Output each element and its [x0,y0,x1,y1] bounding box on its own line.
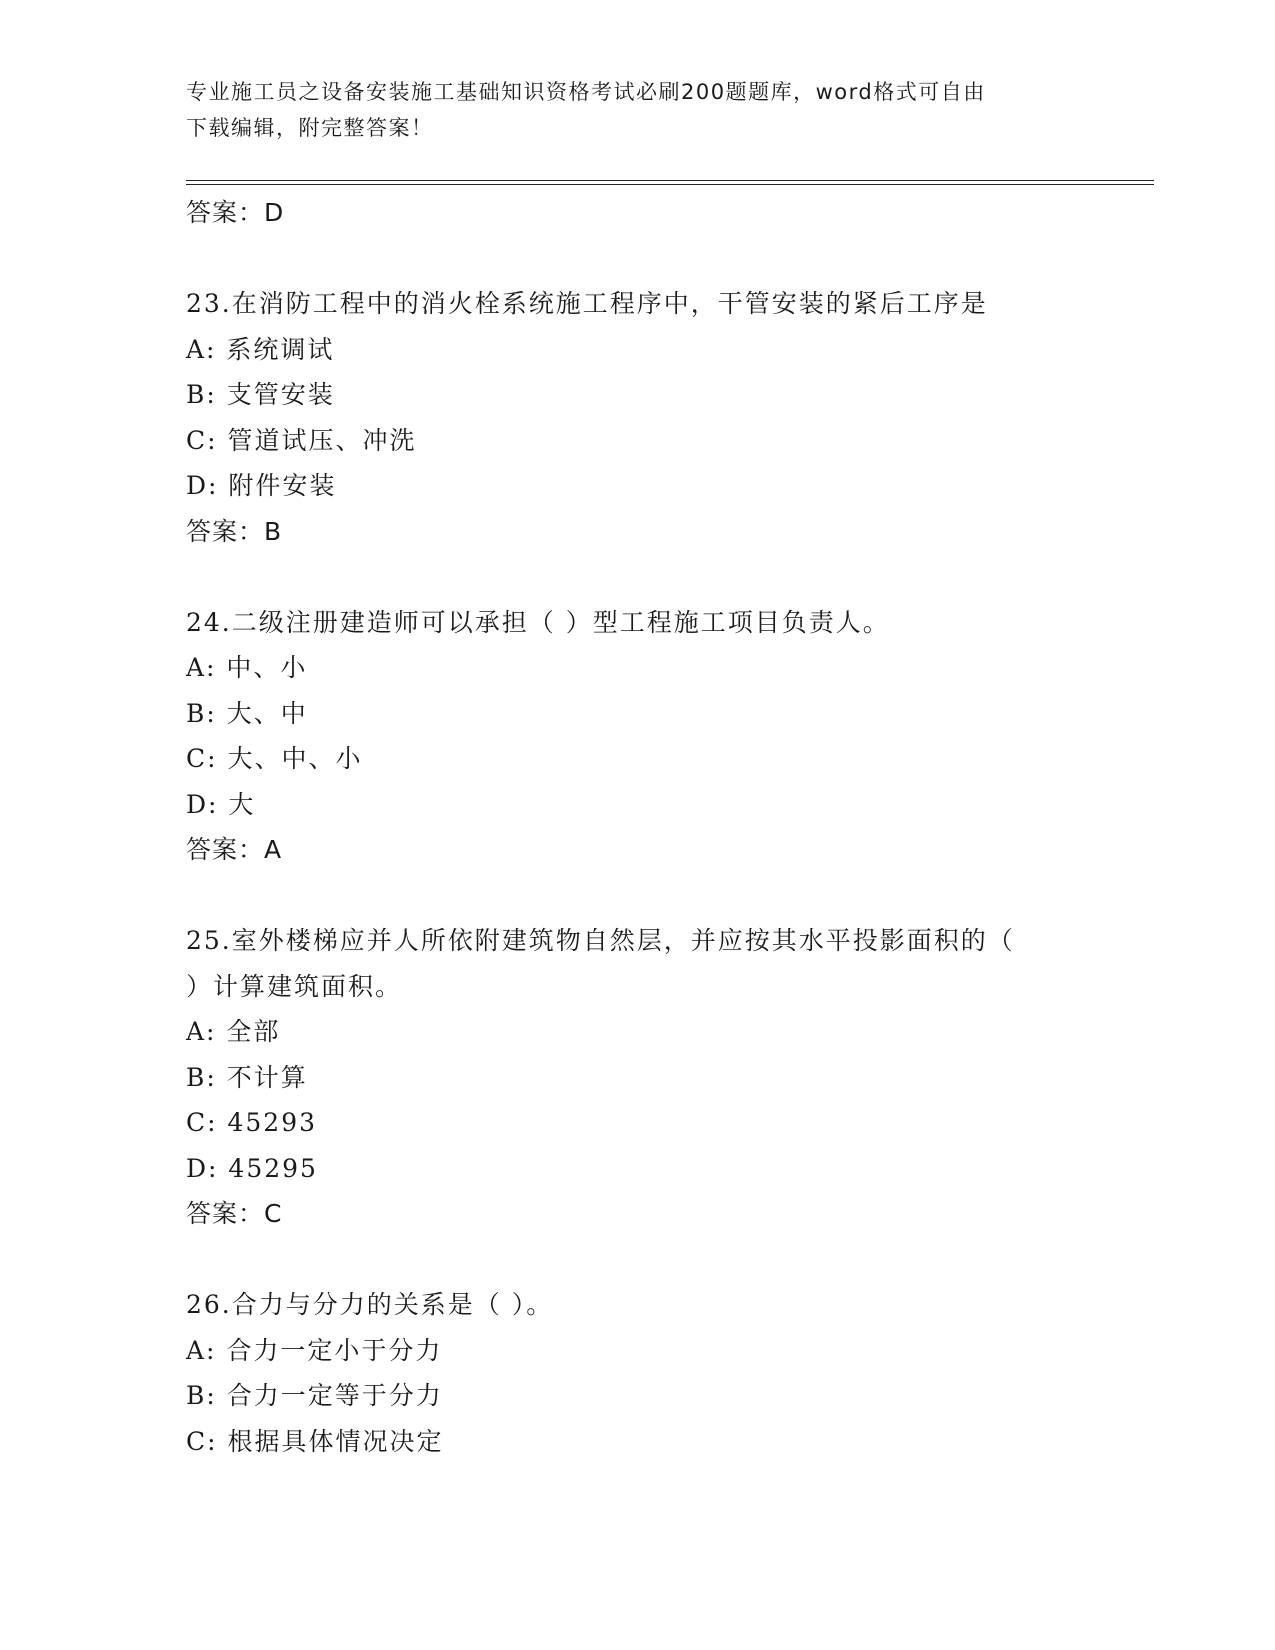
header-line-2: 下载编辑，附完整答案！ [186,116,434,140]
answer-line: 答案：B [186,516,283,546]
option-c: C: 大、中、小 [186,744,363,773]
option-c: C: 管道试压、冲洗 [186,425,417,455]
option-c: C: 45293 [186,1108,318,1137]
question-text: 24.二级注册建造师可以承担（ ）型工程施工项目负责人。 [186,607,890,637]
option-b: B: 大、中 [186,698,308,728]
option-a: A: 中、小 [186,653,308,682]
header-divider-bottom [186,184,1154,185]
question-block [186,281,1086,554]
document-body [186,190,1086,1464]
question-block [186,1282,1086,1464]
spacer [186,236,1086,282]
option-b: B: 合力一定等于分力 [186,1381,443,1410]
option-a: A: 合力一定小于分力 [186,1335,443,1365]
option-a: A: 全部 [186,1017,281,1046]
question-text: 23.在消防工程中的消火栓系统施工程序中，干管安装的紧后工序是 [186,289,988,318]
question-text: 25.室外楼梯应并人所依附建筑物自然层，并应按其水平投影面积的（ [186,926,1015,955]
spacer [186,554,1086,600]
option-d: D: 45295 [186,1153,318,1183]
question-block [186,600,1086,873]
answer-line: 答案：C [186,1199,283,1228]
spacer [186,1237,1086,1283]
option-d: D: 附件安装 [186,471,337,500]
question-text: 26.合力与分力的关系是（ ）。 [186,1290,554,1319]
answer-line: 答案：D [186,198,285,227]
option-d: D: 大 [186,789,256,819]
answer-line: 答案：A [186,835,283,864]
document-header [186,74,1086,146]
question-text-continued: ）计算建筑面积。 [186,971,403,1001]
option-c: C: 根据具体情况决定 [186,1426,444,1456]
option-b: B: 不计算 [186,1062,308,1092]
header-line-1: 专业施工员之设备安装施工基础知识资格考试必刷200题题库，word格式可自由 [186,80,986,104]
header-divider-top [186,180,1154,181]
option-a: A: 系统调试 [186,334,335,364]
option-b: B: 支管安装 [186,380,335,409]
question-block [186,918,1086,1237]
spacer [186,873,1086,919]
